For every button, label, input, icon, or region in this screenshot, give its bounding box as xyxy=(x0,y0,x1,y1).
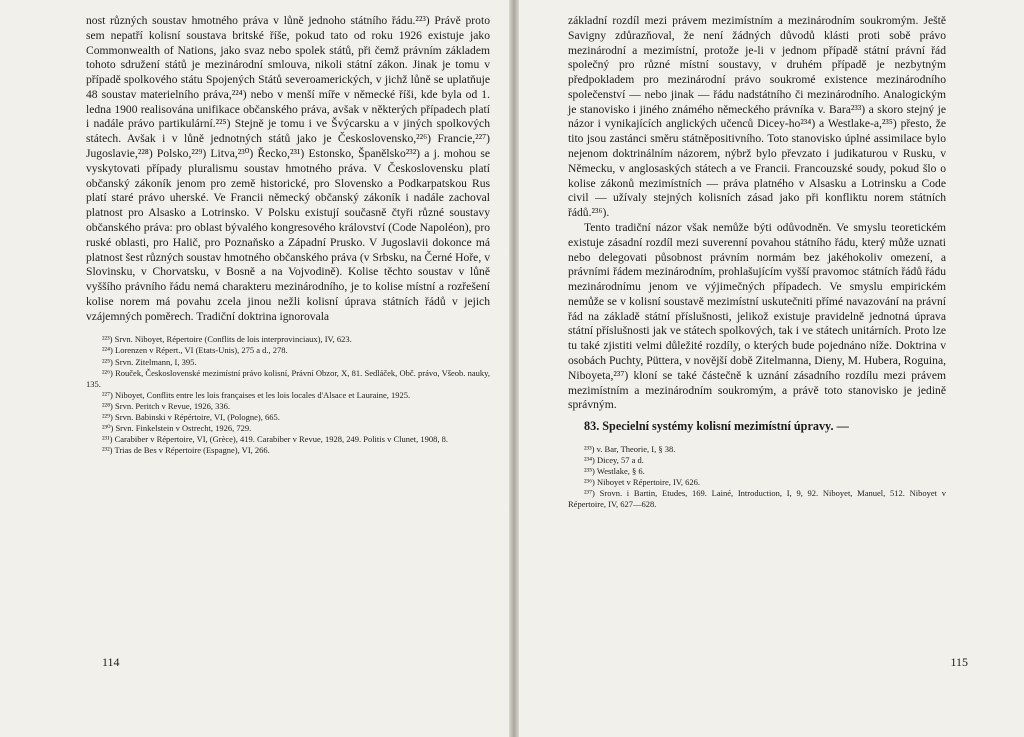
footnote-227: ²²⁷) Niboyet, Conflits entre les lois françaises et les lois locales d'Alsace et Lauraine, 1925. xyxy=(102,389,411,400)
book-gutter xyxy=(509,0,519,737)
footnote-224: ²²⁴) Lorenzen v Répert., VI (Etats-Unis), 275 a d., 278. xyxy=(102,345,288,356)
footnote-237: ²³⁷) Srovn. i Bartin, Etudes, 169. Lainé, Introduction, I, 9, 92. Niboyet, Manuel, 512. Niboyet v Répertoire, IV, 627—628. xyxy=(568,488,946,510)
footnote-225: ²²⁵) Srvn. Zitelmann, I, 395. xyxy=(102,356,197,367)
footnote-223: ²²³) Srvn. Niboyet, Répertoire (Conflits de lois interprovinciaux), IV, 623. xyxy=(102,334,352,345)
left-footnotes xyxy=(86,334,490,456)
left-page xyxy=(86,14,490,730)
page-number-left: 114 xyxy=(102,655,120,669)
footnote-232: ²³²) Trias de Bes v Répertoire (Espagne), VI, 266. xyxy=(102,444,270,455)
right-footnotes xyxy=(568,444,946,510)
section-heading: 83. Specielní systémy kolisní mezimístní úpravy. — xyxy=(584,419,849,434)
footnote-229: ²²⁹) Srvn. Babinski v Répértoire, VI, (Pologne), 665. xyxy=(102,411,280,422)
footnote-236: ²³⁶) Niboyet v Répertoire, IV, 626. xyxy=(584,477,701,488)
footnote-231: ²³¹) Carabiber v Répertoire, VI, (Grèce), 419. Carabiber v Revue, 1928, 249. Politis v Clunet, 1908, 8. xyxy=(102,433,448,444)
footnote-233: ²³³) v. Bar, Theorie, I, § 38. xyxy=(584,444,676,455)
footnote-226: ²²⁶) Rouček, Československé mezimístní právo kolisní, Právní Obzor, X, 81. Sedláček, Obč. právo, Všeob. nauky, 135. xyxy=(86,367,490,389)
left-body-paragraph: nost různých soustav hmotného práva v lůně jednoho státního řádu.²²³) Právě proto sem nepatří kolisní soustava britské říše, pokud tato od roku 1926 existuje jako Commonwealth of Nations, jako svaz nebo spolek států, při čemž právním základem tohoto sdružení států je mezinárodní smlouva, nikoli státní zákon. Jinak je tomu v případě spolkového státu Spojených Států severoamerických, v jichž lůně se uplatňuje 48 soustav materielního práva,²²⁴) nebo v menší míře v německé říši, kde byla od 1. ledna 1900 realisována unifikace občanského práva, avšak v některých případech platí i nadále právo partikulární.²²⁵) Stejně je tomu i ve Švýcarsku a v jiných spolkových státech. Avšak i v lůně jednotných států jako je Československo,²²⁶) Francie,²²⁷) Jugoslavie,²²⁸) Polsko,²²⁹) Litva,²³⁰) Řecko,²³¹) Estonsko, Španělsko²³²) a j. mohou se vyskytovati případy pluralismu soustav hmotného práva. V Československu platí občanský zákoník jenom pro země historické, pro Slovensko a Podkarpatskou Rus platí staré právo uherské. Ve Francii německý občanský zákoník i nadále zachoval platnost pro Alsasko a Lotrinsko. V Polsku existují současně čtyři různé soustavy občanského práva: pro oblast bývalého kongresového království (Code Napoléon), pro ruské oblasti, pro Halič, pro Poznaňsko a Západní Prusko. V Jugoslavii dokonce má platnost šest různých soustav hmotného občanského práva (v Srbsku, na Černé Hoře, v Slovinsku, v Chorvatsku, v Bosně a na Vojvodině). Kolise těchto soustav v lůně vyššího právního řádu nemá charakteru mezinárodního, je to kolise místní a rozřešení kolise norem má povahu zcela jinou nežli kolisní úprava státních řádů v jejich vzájemných poměrech. Tradiční doktrina ignorovala xyxy=(86,14,490,323)
right-page xyxy=(568,14,968,730)
right-body-paragraph-2: Tento tradiční názor však nemůže býti odůvodněn. Ve smyslu teoretickém existuje zásadní rozdíl mezi suverenní povahou státního řádu, který může uznati nebo delegovati působnost právním normám bez jakéhokoliv omezení, a právními řádem mezinárodním, prohlašujícím vyšší pravomoc státních řádů řádu mezinárodnímu jenom ve výjimečných případech. Ve smyslu empirickém nemůže se v kolisní soustavě mezimístní uskutečniti přímé navazování na právní řád na základě státní příslušnosti, jelikož existuje pravidelně jednotná úprava státní příslušnosti jak ve státech spolkových, tak i ve státech unitárních. Proto lze tu také zjistiti velmi důležité rozdíly, o kterých bude pojednáno níže. Doktrina v osobách Puchty, Püttera, v novější době Zitelmanna, Dieny, M. Hubera, Roguina, Niboyeta,²³⁷) kloní se také částečně k uznání zásadního rozdílu mezi právem mezimístním a mezinárodním soukromým, a právě toto stanovisko je jedině správným. xyxy=(568,220,946,412)
footnote-234: ²³⁴) Dicey, 57 a d. xyxy=(584,455,644,466)
right-body-paragraph-1: základní rozdíl mezi právem mezimístním a mezinárodním soukromým. Ještě Savigny zdůrazňoval, že není žádných důvodů klásti proti sobě právo mezinárodní a mezimístní, protože je-li v jednom případě státní právní řád společný pro různé místní soustavy, v druhém případě je nezbytným předpokladem pro mezinárodní právo soukromé existence mezinárodního společenství — nebo jinak — řádu nadstátního či mezinárodního. Analogickým je stanovisko i jiného známého německého právníka v. Bara²³³) a skoro stejný je názor i vynikajících anglických učenců Dicey-ho²³⁴) a Westlake-a,²³⁵) přesto, že tito jsou zastánci směru státněpositivního. Toto stanovisko úplné assimilace bylo nejenom doktrinálním názorem, nýbrž bylo převzato i judikaturou v Rusku, v Německu, v anglosaských státech a ve Francii. Francouzské soudy, pokud šlo o kolise zákonů mezimístních — práva platného v Alsasku a Lotrinsku a Code civil — užívaly stejných kolisních zásad jako při konfliktu norem státních řádů.²³⁶). xyxy=(568,14,946,220)
page-number-right: 115 xyxy=(950,655,968,669)
footnote-235: ²³⁵) Westlake, § 6. xyxy=(584,466,645,477)
footnote-228: ²²⁸) Srvn. Peritch v Revue, 1926, 336. xyxy=(102,400,230,411)
footnote-230: ²³⁰) Srvn. Finkelstein v Ostrecht, 1926, 729. xyxy=(102,422,252,433)
